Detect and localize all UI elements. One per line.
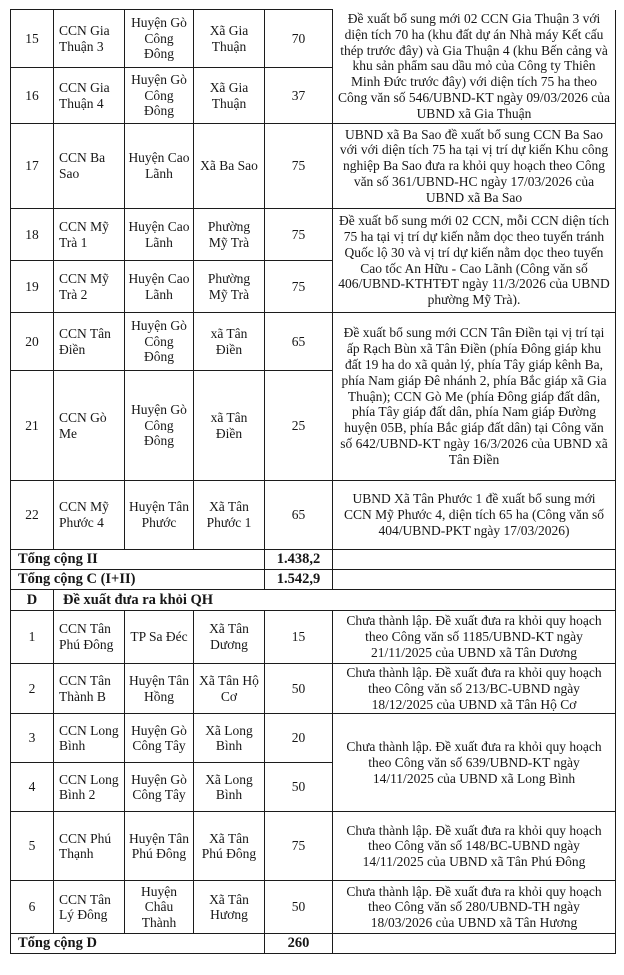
cell-ccn-name: CCN Gò Me [54, 371, 125, 481]
total-value: 1.438,2 [265, 550, 333, 570]
cell-note: Đề xuất bổ sung mới 02 CCN Gia Thuận 3 với diện tích 70 ha (khu đất dự án Nhà máy Kết cấu thép trước đây) và Gia Thuận 4 (khu Bến cảng và khu sản phẩm sau dầu mỏ của Công ty Thiên Minh Đức trước đây) với diện tích 75 ha theo Công văn số 546/UBND-KT ngày 09/03/2026 của UBND xã Gia Thuận [333, 10, 616, 124]
total-note-empty [333, 934, 616, 954]
total-label: Tổng cộng C (I+II) [11, 570, 265, 590]
table-row [11, 611, 616, 664]
cell-district: TP Sa Đéc [125, 611, 194, 664]
cell-district: Huyện Cao Lãnh [125, 261, 194, 313]
cell-row-number: 4 [11, 763, 54, 812]
total-value: 260 [265, 934, 333, 954]
cell-row-number: 18 [11, 209, 54, 261]
cell-area: 75 [265, 812, 333, 881]
total-label: Tổng cộng D [11, 934, 265, 954]
cell-note: Chưa thành lập. Đề xuất đưa ra khỏi quy hoạch theo Công văn số 148/BC-UBND ngày 14/11/2025 của UBND xã Tân Phú Đông [333, 812, 616, 881]
cell-row-number: 20 [11, 313, 54, 371]
cell-ccn-name: CCN Tân Lý Đông [54, 881, 125, 934]
cell-ccn-name: CCN Mỹ Trà 2 [54, 261, 125, 313]
cell-area: 75 [265, 209, 333, 261]
total-row [11, 570, 616, 590]
cell-ccn-name: CCN Mỹ Phước 4 [54, 481, 125, 550]
cell-commune: Xã Tân Phước 1 [194, 481, 265, 550]
cell-district: Huyện Tân Phước [125, 481, 194, 550]
cell-area: 70 [265, 10, 333, 68]
planning-table-body [11, 10, 616, 954]
cell-commune: Xã Tân Hộ Cơ [194, 664, 265, 714]
cell-ccn-name: CCN Mỹ Trà 1 [54, 209, 125, 261]
cell-commune: Phường Mỹ Trà [194, 261, 265, 313]
cell-note: UBND xã Ba Sao đề xuất bổ sung CCN Ba Sao với với diện tích 75 ha tại vị trí dự kiến Khu công nghiệp Ba Sao đưa ra khỏi quy hoạch theo Công văn số 361/UBND-HC ngày 17/03/2026 của UBND xã Ba Sao [333, 124, 616, 209]
cell-ccn-name: CCN Tân Thành B [54, 664, 125, 714]
cell-note: Chưa thành lập. Đề xuất đưa ra khỏi quy hoạch theo Công văn số 639/UBND-KT ngày 14/11/2025 của UBND xã Long Bình [333, 714, 616, 812]
total-note-empty [333, 550, 616, 570]
cell-area: 65 [265, 481, 333, 550]
cell-commune: Xã Tân Phú Đông [194, 812, 265, 881]
cell-ccn-name: CCN Gia Thuận 4 [54, 68, 125, 124]
cell-row-number: 1 [11, 611, 54, 664]
total-note-empty [333, 570, 616, 590]
cell-note: Chưa thành lập. Đề xuất đưa ra khỏi quy hoạch theo Công văn số 213/BC-UBND ngày 18/12/2025 của UBND xã Tân Hộ Cơ [333, 664, 616, 714]
cell-commune: Xã Long Bình [194, 763, 265, 812]
cell-district: Huyện Gò Công Đông [125, 68, 194, 124]
cell-commune: Xã Gia Thuận [194, 68, 265, 124]
cell-district: Huyện Châu Thành [125, 881, 194, 934]
cell-note: UBND Xã Tân Phước 1 đề xuất bổ sung mới CCN Mỹ Phước 4, diện tích 65 ha (Công văn số 404/UBND-PKT ngày 17/03/2026) [333, 481, 616, 550]
table-row [11, 313, 616, 371]
cell-row-number: 6 [11, 881, 54, 934]
cell-area: 37 [265, 68, 333, 124]
cell-area: 20 [265, 714, 333, 763]
cell-row-number: 19 [11, 261, 54, 313]
cell-commune: Phường Mỹ Trà [194, 209, 265, 261]
cell-district: Huyện Gò Công Tây [125, 714, 194, 763]
table-row [11, 881, 616, 934]
planning-table [10, 9, 616, 954]
cell-row-number: 3 [11, 714, 54, 763]
cell-ccn-name: CCN Long Bình [54, 714, 125, 763]
cell-row-number: 21 [11, 371, 54, 481]
cell-ccn-name: CCN Ba Sao [54, 124, 125, 209]
cell-row-number: 5 [11, 812, 54, 881]
cell-area: 75 [265, 124, 333, 209]
cell-note: Đề xuất bổ sung mới CCN Tân Điền tại vị trí tại ấp Rạch Bùn xã Tân Điền (phía Đông giáp khu đất 19 ha do xã quản lý, phía Tây giáp kênh Ba, phía Nam giáp Đê nhánh 2, phía Bắc giáp xã Gia Thuận); CCN Gò Me (phía Đông giáp đất dân, phía Tây giáp đất dân, phía Nam giáp Đường huyện 05B, phía Bắc giáp đất dân) tại Công văn số 642/UBND-KT ngày 16/3/2026 của UBND xã Tân Điền [333, 313, 616, 481]
cell-commune: Xã Tân Dương [194, 611, 265, 664]
cell-commune: xã Tân Điền [194, 313, 265, 371]
cell-ccn-name: CCN Tân Điền [54, 313, 125, 371]
cell-note: Chưa thành lập. Đề xuất đưa ra khỏi quy hoạch theo Công văn số 280/UBND-TH ngày 18/03/2026 của UBND xã Tân Hương [333, 881, 616, 934]
cell-commune: Xã Tân Hương [194, 881, 265, 934]
cell-area: 15 [265, 611, 333, 664]
cell-district: Huyện Gò Công Đông [125, 313, 194, 371]
cell-district: Huyện Gò Công Đông [125, 10, 194, 68]
section-row [11, 590, 616, 611]
cell-row-number: 22 [11, 481, 54, 550]
table-row [11, 664, 616, 714]
table-row [11, 124, 616, 209]
cell-area: 50 [265, 763, 333, 812]
cell-row-number: 15 [11, 10, 54, 68]
cell-note: Chưa thành lập. Đề xuất đưa ra khỏi quy hoạch theo Công văn số 1185/UBND-KT ngày 21/11/2025 của UBND xã Tân Dương [333, 611, 616, 664]
cell-area: 25 [265, 371, 333, 481]
table-row [11, 481, 616, 550]
cell-ccn-name: CCN Long Bình 2 [54, 763, 125, 812]
cell-area: 50 [265, 881, 333, 934]
cell-row-number: 17 [11, 124, 54, 209]
cell-commune: Xã Ba Sao [194, 124, 265, 209]
total-row [11, 550, 616, 570]
cell-district: Huyện Gò Công Tây [125, 763, 194, 812]
cell-district: Huyện Cao Lãnh [125, 124, 194, 209]
cell-district: Huyện Gò Công Đông [125, 371, 194, 481]
cell-row-number: 16 [11, 68, 54, 124]
cell-commune: xã Tân Điền [194, 371, 265, 481]
cell-district: Huyện Tân Hồng [125, 664, 194, 714]
total-label: Tổng cộng II [11, 550, 265, 570]
cell-ccn-name: CCN Phú Thạnh [54, 812, 125, 881]
cell-ccn-name: CCN Gia Thuận 3 [54, 10, 125, 68]
total-value: 1.542,9 [265, 570, 333, 590]
table-row [11, 714, 616, 763]
cell-area: 75 [265, 261, 333, 313]
table-row [11, 10, 616, 68]
cell-area: 50 [265, 664, 333, 714]
section-title: Đề xuất đưa ra khỏi QH [54, 590, 616, 611]
cell-commune: Xã Long Bình [194, 714, 265, 763]
table-row [11, 209, 616, 261]
cell-note: Đề xuất bổ sung mới 02 CCN, mỗi CCN diện tích 75 ha tại vị trí dự kiến nằm dọc theo tuyến tránh Quốc lộ 30 và vị trí dự kiến nằm dọc theo tuyến Cao tốc An Hữu - Cao Lãnh (Công văn số 406/UBND-KTHTĐT ngày 11/3/2026 của UBND phường Mỹ Trà). [333, 209, 616, 313]
cell-ccn-name: CCN Tân Phú Đông [54, 611, 125, 664]
cell-row-number: 2 [11, 664, 54, 714]
cell-district: Huyện Cao Lãnh [125, 209, 194, 261]
cell-commune: Xã Gia Thuận [194, 10, 265, 68]
total-row [11, 934, 616, 954]
cell-area: 65 [265, 313, 333, 371]
cell-district: Huyện Tân Phú Đông [125, 812, 194, 881]
table-row [11, 812, 616, 881]
section-code: D [11, 590, 54, 611]
